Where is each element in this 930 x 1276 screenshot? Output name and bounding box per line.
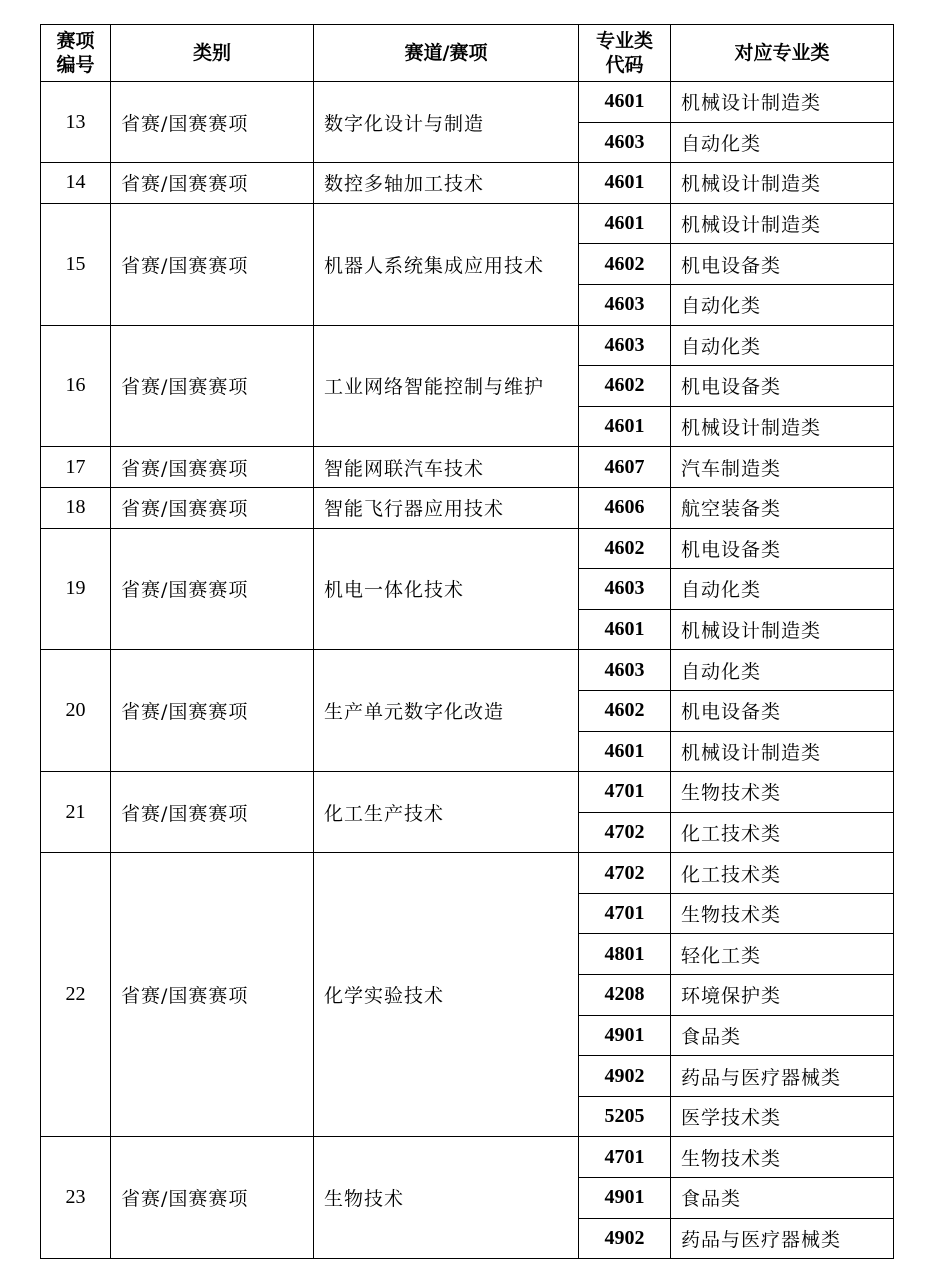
major-name: 机械设计制造类 — [671, 406, 894, 447]
major-name: 机械设计制造类 — [671, 609, 894, 650]
major-code: 4602 — [579, 690, 671, 731]
major-name: 汽车制造类 — [671, 447, 894, 488]
major-name: 航空装备类 — [671, 487, 894, 528]
major-code: 4701 — [579, 893, 671, 934]
table-row — [41, 1137, 894, 1178]
major-code: 4601 — [579, 731, 671, 772]
header-row — [41, 25, 894, 82]
major-code: 4602 — [579, 528, 671, 569]
item-number: 13 — [41, 82, 111, 163]
major-code: 4606 — [579, 487, 671, 528]
major-code: 4902 — [579, 1056, 671, 1097]
table-row — [41, 203, 894, 244]
table-row — [41, 528, 894, 569]
major-code: 4702 — [579, 853, 671, 894]
table-row — [41, 447, 894, 488]
header-category: 类别 — [111, 25, 314, 82]
major-name: 机械设计制造类 — [671, 82, 894, 123]
major-name: 自动化类 — [671, 325, 894, 366]
item-category: 省赛/国赛赛项 — [111, 1137, 314, 1259]
major-code: 4601 — [579, 82, 671, 123]
major-name: 生物技术类 — [671, 772, 894, 813]
item-number: 21 — [41, 772, 111, 853]
major-name: 食品类 — [671, 1178, 894, 1219]
major-code: 4601 — [579, 609, 671, 650]
major-name: 机电设备类 — [671, 244, 894, 285]
major-name: 药品与医疗器械类 — [671, 1218, 894, 1259]
item-number: 19 — [41, 528, 111, 650]
item-category: 省赛/国赛赛项 — [111, 528, 314, 650]
major-name: 机械设计制造类 — [671, 163, 894, 204]
item-category: 省赛/国赛赛项 — [111, 487, 314, 528]
major-code: 4602 — [579, 244, 671, 285]
major-name: 机电设备类 — [671, 366, 894, 407]
major-code: 4701 — [579, 1137, 671, 1178]
item-number: 14 — [41, 163, 111, 204]
major-name: 机电设备类 — [671, 528, 894, 569]
major-code: 4601 — [579, 203, 671, 244]
major-name: 自动化类 — [671, 650, 894, 691]
item-track: 数控多轴加工技术 — [314, 163, 579, 204]
major-code: 4702 — [579, 812, 671, 853]
major-code: 4801 — [579, 934, 671, 975]
major-code: 4603 — [579, 122, 671, 163]
major-code: 4603 — [579, 325, 671, 366]
competition-major-table — [40, 24, 894, 1259]
major-code: 4901 — [579, 1015, 671, 1056]
major-code: 4902 — [579, 1218, 671, 1259]
table-row — [41, 772, 894, 813]
major-name: 机电设备类 — [671, 690, 894, 731]
major-code: 4901 — [579, 1178, 671, 1219]
table-row — [41, 163, 894, 204]
table-row — [41, 650, 894, 691]
major-name: 生物技术类 — [671, 1137, 894, 1178]
major-code: 5205 — [579, 1096, 671, 1137]
item-track: 生物技术 — [314, 1137, 579, 1259]
major-name: 食品类 — [671, 1015, 894, 1056]
item-track: 工业网络智能控制与维护 — [314, 325, 579, 447]
item-category: 省赛/国赛赛项 — [111, 853, 314, 1137]
item-number: 20 — [41, 650, 111, 772]
major-code: 4601 — [579, 163, 671, 204]
major-code: 4603 — [579, 650, 671, 691]
major-name: 自动化类 — [671, 122, 894, 163]
item-category: 省赛/国赛赛项 — [111, 772, 314, 853]
header-no: 赛项 编号 — [41, 25, 111, 82]
item-track: 机器人系统集成应用技术 — [314, 203, 579, 325]
major-code: 4603 — [579, 284, 671, 325]
major-code: 4601 — [579, 406, 671, 447]
header-major: 对应专业类 — [671, 25, 894, 82]
major-name: 自动化类 — [671, 284, 894, 325]
item-number: 18 — [41, 487, 111, 528]
table-body — [41, 82, 894, 1259]
item-category: 省赛/国赛赛项 — [111, 650, 314, 772]
major-code: 4603 — [579, 569, 671, 610]
item-category: 省赛/国赛赛项 — [111, 163, 314, 204]
major-name: 自动化类 — [671, 569, 894, 610]
major-name: 轻化工类 — [671, 934, 894, 975]
major-name: 化工技术类 — [671, 812, 894, 853]
major-name: 药品与医疗器械类 — [671, 1056, 894, 1097]
item-number: 16 — [41, 325, 111, 447]
table-row — [41, 325, 894, 366]
major-code: 4602 — [579, 366, 671, 407]
item-track: 智能网联汽车技术 — [314, 447, 579, 488]
item-number: 15 — [41, 203, 111, 325]
major-name: 医学技术类 — [671, 1096, 894, 1137]
major-name: 机械设计制造类 — [671, 731, 894, 772]
major-code: 4208 — [579, 975, 671, 1016]
item-track: 化学实验技术 — [314, 853, 579, 1137]
item-number: 17 — [41, 447, 111, 488]
major-name: 生物技术类 — [671, 893, 894, 934]
header-code: 专业类 代码 — [579, 25, 671, 82]
item-category: 省赛/国赛赛项 — [111, 82, 314, 163]
item-number: 23 — [41, 1137, 111, 1259]
item-track: 机电一体化技术 — [314, 528, 579, 650]
major-code: 4701 — [579, 772, 671, 813]
major-name: 化工技术类 — [671, 853, 894, 894]
item-track: 智能飞行器应用技术 — [314, 487, 579, 528]
table-row — [41, 853, 894, 894]
item-category: 省赛/国赛赛项 — [111, 203, 314, 325]
item-number: 22 — [41, 853, 111, 1137]
major-name: 环境保护类 — [671, 975, 894, 1016]
item-track: 生产单元数字化改造 — [314, 650, 579, 772]
major-code: 4607 — [579, 447, 671, 488]
item-category: 省赛/国赛赛项 — [111, 325, 314, 447]
table-row — [41, 82, 894, 123]
item-track: 化工生产技术 — [314, 772, 579, 853]
major-name: 机械设计制造类 — [671, 203, 894, 244]
header-track: 赛道/赛项 — [314, 25, 579, 82]
item-track: 数字化设计与制造 — [314, 82, 579, 163]
item-category: 省赛/国赛赛项 — [111, 447, 314, 488]
table-row — [41, 487, 894, 528]
